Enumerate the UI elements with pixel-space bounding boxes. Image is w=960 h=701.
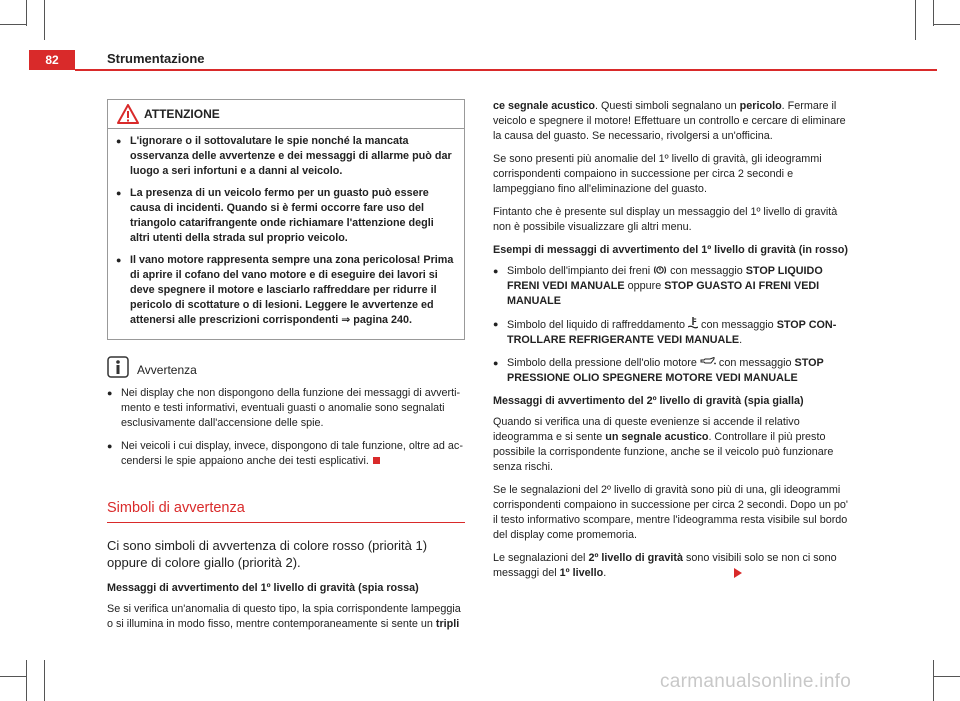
crop-mark [0,24,26,25]
end-of-section-icon [373,457,380,464]
paragraph: Se le segnalazioni del 2º livello di gravità sono più di una, gli ideogrammi corrispondenti compaiono in successione per circa 2 secondi. Dopo un po' il testo informativo scompare, mentre l'ideogramma resta visibile sul bordo del display come promemoria. [493,484,848,541]
chapter-title: Strumentazione [107,51,205,66]
example-item: ● Simbolo del liquido di raffreddamento con messaggio STOP CONTROLLARE REFRIGERANTE VEDI MANUALE. [493,317,848,348]
warning-item: ● L'ignorare o il sottovalutare le spie nonché la mancata osservanza delle avvertenze e dei messaggi di allarme può dar luogo a seri infortuni e a danni al veicolo. [116,134,456,179]
warning-item: ● Il vano motore rappresenta sempre una zona pericolosa! Prima di aprire il cofano del vano motore e di eseguire dei lavori si deve spegnere il motore e lasciarlo raffreddare per ridurre il pericolo di scottature o di lesioni. Leggere le avvertenze ed attenersi alle prescrizioni corrispondenti ⇒ pagina 240. [116,253,456,328]
warning-header [108,100,464,129]
watermark: carmanualsonline.info [660,671,852,692]
crop-mark [0,676,26,677]
paragraph: Se sono presenti più anomalie del 1º livello di gravità, gli ideogrammi corrispondenti compaiono in successione per circa 2 secondi e lampeggiano fino all'eliminazione del guasto. [493,153,822,195]
subheading-level-2: Messaggi di avvertimento del 2º livello di gravità (spia gialla) [493,395,804,407]
left-column [107,99,465,640]
warning-box [107,99,465,340]
section-lead: Ci sono simboli di avvertenza di colore rosso (priorità 1) oppure di colore giallo (priorità 2). [107,538,428,570]
warning-triangle-icon [117,104,139,124]
oil-pressure-icon [700,357,716,366]
note-title: Avvertenza [137,363,197,377]
paragraph: Se si verifica un'anomalia di questo tipo, la spia corrispondente lampeggia o si illumina in modo fisso, mentre contemporaneamente si sente un tripli [107,603,461,630]
continue-arrow-icon [734,568,742,578]
section-title: Simboli di avvertenza [107,501,465,523]
note-item: ● Nei display che non dispongono della funzione dei messaggi di avvertimento e testi informativi, eventuali guasti o anomalie sono segnalati esclusivamente dall'accensione delle spie. [107,386,465,431]
crop-mark [44,660,45,701]
paragraph: Fintanto che è presente sul display un messaggio del 1º livello di gravità non è possibile visualizzare gli altri menu. [493,206,838,233]
right-column [493,99,848,589]
warning-item: ● La presenza di un veicolo fermo per un guasto può essere causa di incidenti. Quando si è fermi occorre fare uso del triangolo catarifrangente onde richiamare l'attenzione degli altri utenti della strada sul proprio veicolo. [116,186,456,246]
page-number: 82 [45,53,59,67]
crop-mark [934,24,960,25]
paragraph: Quando si verifica una di queste evenienze si accende il relativo ideogramma e si sente un segnale acustico. Controllare il più presto possibile la corrispondente funzione, anche se il veicolo può funzionare senza rischi. [493,416,834,473]
crop-mark [915,0,916,40]
coolant-icon [688,317,698,329]
subheading-examples: Esempi di messaggi di avvertimento del 1º livello di gravità (in rosso) [493,244,848,256]
subheading-level-1: Messaggi di avvertimento del 1º livello di gravità (spia rossa) [107,582,419,594]
paragraph: ce segnale acustico. Questi simboli segnalano un pericolo. Fermare il veicolo e spegnere il motore! Effettuare un controllo e cercare di eliminare la causa del guasto. Se necessario, rivolgersi a un'officina. [493,100,846,142]
crop-mark [934,676,960,677]
crop-mark [26,660,27,701]
example-item: ● Simbolo dell'impianto dei freni con messaggio STOP LIQUIDO FRENI VEDI MANUALE oppure STOP GUASTO AI FRENI VEDI MANUALE [493,264,848,309]
note-header [107,356,465,380]
info-note-icon [107,356,129,378]
brake-system-icon [653,265,667,275]
example-item: ● Simbolo della pressione dell'olio motore con messaggio STOP PRESSIONE OLIO SPEGNERE MOTORE VEDI MANUALE [493,356,848,386]
header-rule [75,69,937,71]
crop-mark [933,0,934,26]
crop-mark [933,660,934,701]
paragraph: Le segnalazioni del 2º livello di gravità sono visibili solo se non ci sono messaggi del 1º livello. [493,552,837,579]
warning-title: ATTENZIONE [144,107,220,121]
warning-body [108,129,464,339]
note-item: ● Nei veicoli i cui display, invece, dispongono di tale funzione, oltre ad accendersi le spie appaiono anche dei testi esplicativi. [107,439,465,469]
crop-mark [44,0,45,40]
crop-mark [26,0,27,26]
